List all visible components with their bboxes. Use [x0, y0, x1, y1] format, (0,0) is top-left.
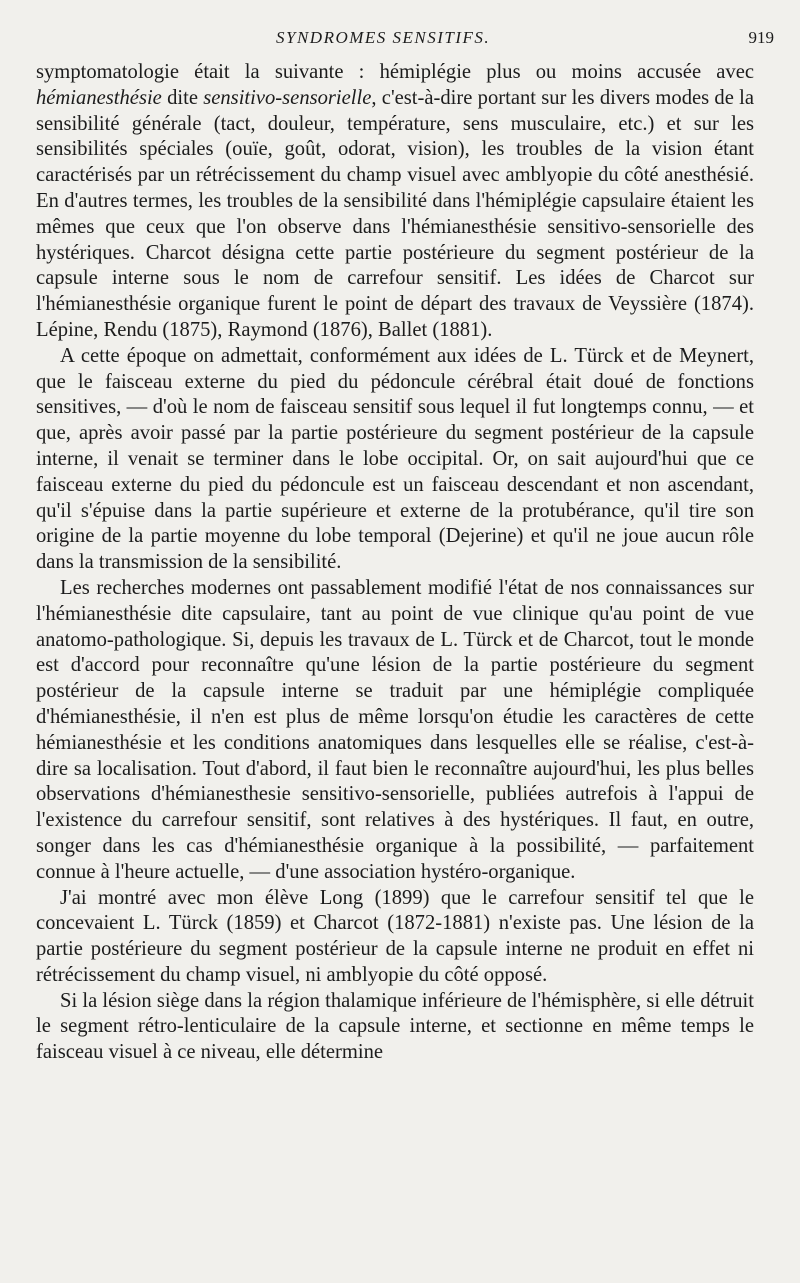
text-run: Si la lésion siège dans la région thalamique inférieure de l'hémisphère, si elle détruit le segment rétro-lenticulaire de la capsule interne, et sectionne en même temps le faisceau visuel à ce niveau, elle détermine	[36, 989, 754, 1064]
page-header	[0, 28, 800, 54]
body-text	[36, 60, 754, 1066]
text-run: , c'est-à-dire portant sur les divers modes de la sensibilité générale (tact, douleur, température, sens musculaire, etc.) et sur les sensibilités spéciales (ouïe, goût, odorat, vision), les troubles de la vision étant caractérisés par un rétrécissement du champ visuel avec amblyopie du côté anesthésié. En d'autres termes, les troubles de la sensibilité dans l'hémiplégie capsulaire étaient les mêmes que ceux que l'on observe dans l'hémianesthésie sensitivo-sensorielle des hystériques. Charcot désigna cette partie postérieure du segment postérieur de la capsule interne sous le nom de carrefour sensitif. Les idées de Charcot sur l'hémianesthésie organique furent le point de départ des travaux de Veyssière (1874). Lépine, Rendu (1875), Raymond (1876), Ballet (1881).	[36, 86, 754, 341]
text-run: J'ai montré avec mon élève Long (1899) que le carrefour sensitif tel que le concevaient L. Türck (1859) et Charcot (1872-1881) n'existe pas. Une lésion de la partie postérieure du segment postérieur de la capsule interne ne produit en effet ni rétrécissement du champ visuel, ni amblyopie du côté opposé.	[36, 886, 754, 986]
paragraph	[36, 886, 754, 989]
text-run: Les recherches modernes ont passablement modifié l'état de nos connaissances sur l'hémianesthésie dite capsulaire, tant au point de vue clinique qu'au point de vue anatomo-pathologique. Si, depuis les travaux de L. Türck et de Charcot, tout le monde est d'accord pour reconnaître qu'une lésion de la partie postérieure du segment postérieur de la capsule interne se traduit par une hémiplégie compliquée d'hémianesthésie, il n'en est plus de même lorsqu'on étudie les caractères de cette hémianesthésie et les conditions anatomiques dans lesquelles elle se réalise, c'est-à-dire sa localisation. Tout d'abord, il faut bien le reconnaître aujourd'hui, les plus belles observations d'hémianesthesie sensitivo-sensorielle, publiées autrefois à l'appui de l'existence du carrefour sensitif, sont relatives à des hystériques. Il faut, en outre, songer dans les cas d'hémianesthésie organique à la possibilité, — parfaitement connue à l'heure actuelle, — d'une association hystéro-organique.	[36, 576, 754, 883]
paragraph	[36, 989, 754, 1066]
page-number: 919	[748, 28, 774, 47]
running-title: SYNDROMES SENSITIFS.	[276, 28, 491, 47]
paragraph	[36, 576, 754, 886]
text-run: A cette époque on admettait, conformément aux idées de L. Türck et de Meynert, que le faisceau externe du pied du pédoncule cérébral était doué de fonctions sensitives, — d'où le nom de faisceau sensitif sous lequel il fut longtemps connu, — et que, après avoir passé par la partie postérieure du segment postérieur de la capsule interne, il venait se terminer dans le lobe occipital. Or, on sait aujourd'hui que ce faisceau externe du pied du pédoncule est un faisceau descendant et non ascendant, qu'il s'épuise dans la partie supérieure et externe de la protubérance, qu'il tire son origine de la partie moyenne du lobe temporal (Dejerine) et qu'il ne joue aucun rôle dans la transmission de la sensibilité.	[36, 344, 754, 574]
paragraph	[36, 60, 754, 344]
paragraph	[36, 344, 754, 576]
text-run: dite	[161, 86, 204, 109]
text-run: symptomatologie était la suivante : hémiplégie plus ou moins accusée avec	[36, 61, 754, 83]
italic-term: sensitivo-sensorielle	[203, 86, 372, 109]
italic-term: hémianesthésie	[36, 86, 162, 109]
